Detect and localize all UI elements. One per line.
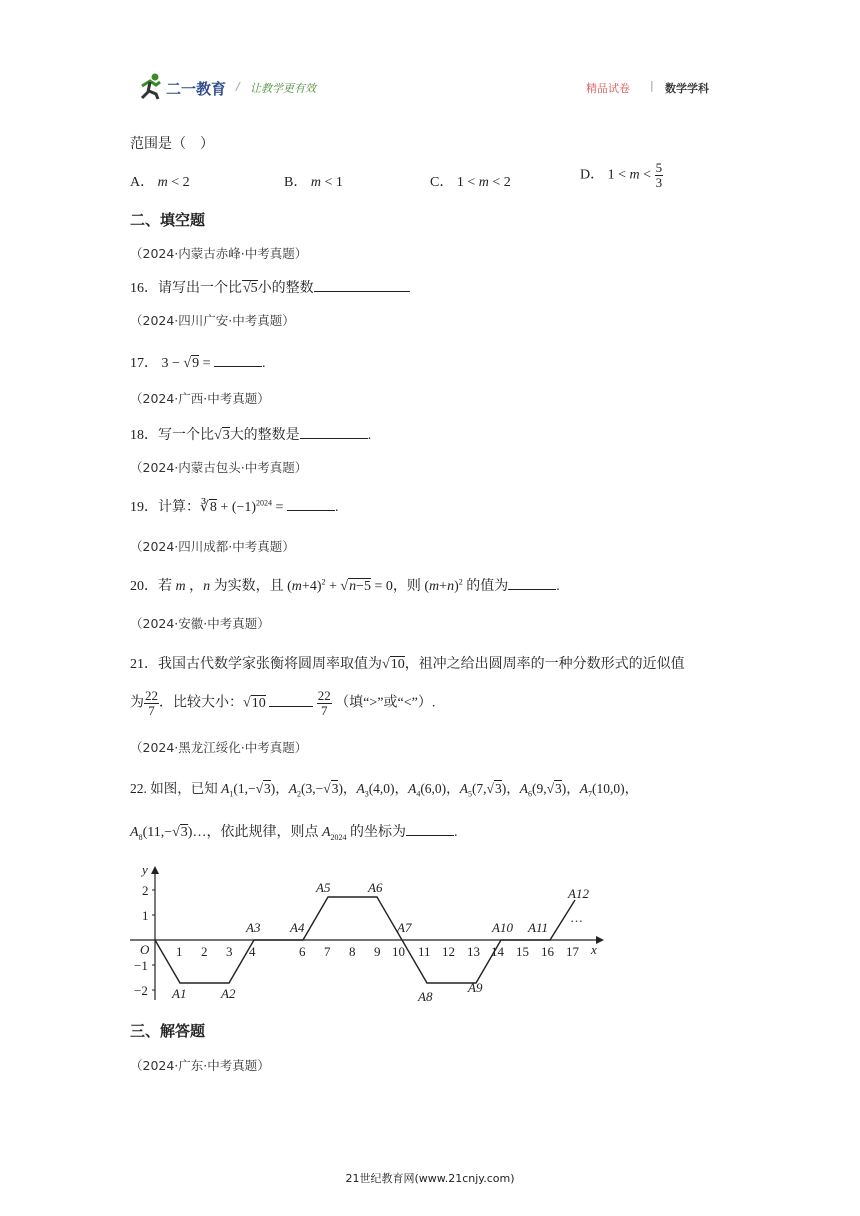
- x-axis-arrow: [596, 936, 604, 944]
- zigzag-graph: [120, 860, 610, 1010]
- x-tick-17: 17: [566, 944, 579, 959]
- question-20: 20．若 m ，n 为实数，且 $(m+4)^2 + √n-5 = 0$，则 $(m+n)^2$ 的值为 .: [130, 575, 560, 595]
- question-17: 17． 3 − √9 = .: [130, 352, 266, 372]
- x-tick-13: 13: [467, 944, 480, 959]
- point-a10-label: A10: [492, 920, 513, 935]
- question-21-line2: 为 $\frac{22}{7}$ ．比较大小：√10 $\frac{22}{7}$ （填“>”或“<”）.: [130, 688, 436, 718]
- header-sep: |: [650, 79, 654, 92]
- x-tick-11: 11: [418, 944, 431, 959]
- point-a8-label: A8: [418, 989, 433, 1004]
- q15-option-c: C． 1 < m < 2: [430, 175, 511, 190]
- page-footer: 21世纪教育网(www.21cnjy.com): [345, 1172, 515, 1185]
- point-a6-label: A6: [368, 880, 383, 895]
- y-tick-1: 1: [142, 908, 149, 923]
- x-tick-16: 16: [541, 944, 554, 959]
- section-title-fill-blank: 二、填空题: [130, 211, 206, 229]
- x-tick-10: 10: [392, 944, 405, 959]
- point-a7-label: A7: [397, 920, 412, 935]
- x-tick-8: 8: [349, 944, 356, 959]
- x-tick-15: 15: [516, 944, 529, 959]
- x-tick-2: 2: [201, 944, 208, 959]
- source-q19: （2024·内蒙古包头·中考真题）: [130, 460, 308, 475]
- q15-tail: 范围是（ ）: [130, 137, 214, 152]
- question-22-line2: $A_8(11,-√3)\dots$，依此规律，则点 $A_{2024}$ 的坐标为 .: [130, 821, 458, 842]
- origin-label: O: [140, 942, 150, 957]
- point-a11-label: A11: [528, 920, 548, 935]
- x-tick-6: 6: [299, 944, 306, 959]
- header-divider: /: [236, 80, 240, 93]
- header-tag: 精品试卷: [586, 82, 630, 95]
- section-title-answer: 三、解答题: [130, 1022, 206, 1040]
- question-18: 18．写一个比√3大的整数是 .: [130, 424, 371, 444]
- source-q16: （2024·内蒙古赤峰·中考真题）: [130, 246, 308, 261]
- logo-text: 二一教育: [166, 80, 227, 98]
- point-a4-label: A4: [290, 920, 305, 935]
- point-a1-label: A1: [172, 986, 187, 1001]
- slogan: 让教学更有效: [250, 82, 316, 95]
- y-axis-arrow: [151, 866, 159, 874]
- x-tick-12: 12: [442, 944, 455, 959]
- x-tick-7: 7: [324, 944, 331, 959]
- x-tick-14: 14: [491, 944, 504, 959]
- x-tick-1: 1: [176, 944, 183, 959]
- point-a3-label: A3: [246, 920, 261, 935]
- source-q17: （2024·四川广安·中考真题）: [130, 313, 295, 328]
- runner-logo-icon: [138, 72, 164, 100]
- q15-option-b: B． m < 1: [284, 175, 343, 190]
- page-header: [138, 72, 728, 106]
- x-tick-4: 4: [249, 944, 256, 959]
- header-subject: 数学学科: [665, 82, 709, 95]
- point-a5-label: A5: [316, 880, 331, 895]
- source-q18: （2024·广西·中考真题）: [130, 391, 270, 406]
- source-q20: （2024·四川成都·中考真题）: [130, 539, 295, 554]
- q15-option-d: D． 1 < m < $\frac{5}{3}$: [580, 160, 663, 190]
- source-q22: （2024·黑龙江绥化·中考真题）: [130, 740, 308, 755]
- x-tick-9: 9: [374, 944, 381, 959]
- y-tick-2: 2: [142, 883, 149, 898]
- point-a9-label: A9: [468, 980, 483, 995]
- question-21-line1: 21．我国古代数学家张衡将圆周率取值为√10，祖冲之给出圆周率的一种分数形式的近似值: [130, 657, 685, 672]
- y-tick-neg2: −2: [134, 983, 148, 998]
- x-axis-label: x: [591, 942, 597, 957]
- graph-ellipsis: …: [570, 910, 583, 925]
- q15-option-a: A． m < 2: [130, 175, 190, 190]
- y-axis-label: y: [142, 862, 148, 877]
- question-22-line1: 22. 如图，已知 $A_1(1,-√3)$，$A_2(3,-√3)$，$A_3(4,0)$，$A_4(6,0)$，$A_5(7,√3)$，$A_6(9,√3)$，$A_7(10,0)$，: [130, 781, 639, 799]
- source-q21: （2024·安徽·中考真题）: [130, 616, 270, 631]
- question-16: 16．请写出一个比√5小的整数: [130, 277, 410, 297]
- x-tick-3: 3: [226, 944, 233, 959]
- question-19: 19．计算：∛8 + $(-1)^{2024}$ = .: [130, 496, 338, 516]
- y-tick-neg1: −1: [134, 958, 148, 973]
- point-a2-label: A2: [221, 986, 236, 1001]
- source-q23: （2024·广东·中考真题）: [130, 1058, 270, 1073]
- point-a12-label: A12: [568, 886, 589, 901]
